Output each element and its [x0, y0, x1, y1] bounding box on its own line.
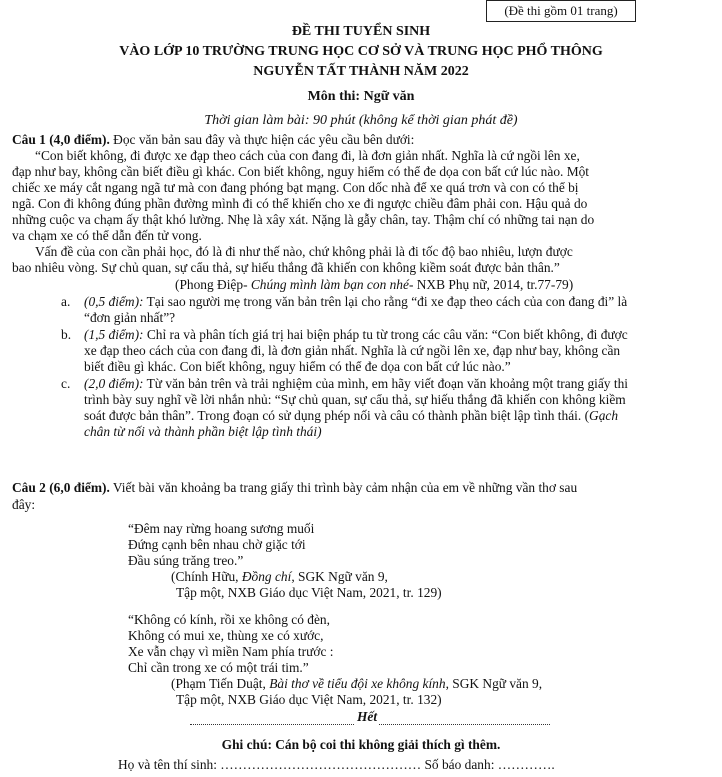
- candidate-number-label: Số báo danh:: [421, 757, 498, 772]
- poem-1-title: Đồng chí: [241, 569, 292, 584]
- footer-note: [0, 737, 722, 753]
- part-c-line-3: [84, 408, 618, 424]
- poem-1-book: , SGK Ngữ văn 9,: [291, 569, 388, 584]
- exam-subject: Môn thi: Ngữ văn: [307, 89, 415, 104]
- poem-2-line: Xe vẫn chạy vì miền Nam phía trước :: [128, 644, 334, 659]
- part-c-instruction: Gạch: [589, 408, 619, 423]
- passage-line: ngã. Con đi không đúng phần đường mình đi có thể khiến cho xe đi ngược chiều đâm phải con. Hậu quả do: [12, 196, 588, 211]
- source-prefix: (Phong Điệp-: [175, 277, 251, 292]
- poem-2-source: [171, 676, 542, 692]
- exam-time: Thời gian làm bài: 90 phút (không kể thời gian phát đề): [204, 113, 518, 128]
- candidate-info: [118, 757, 555, 773]
- candidate-name-label: Họ và tên thí sinh:: [118, 757, 221, 772]
- passage-line: Vấn đề của con cần phải học, đó là đi như thế nào, chứ không phải là đi tốc độ bao nhiêu, lượn được: [35, 244, 573, 259]
- part-b-line-3: biết điều gì khác. Con biết không, nguy hiểm có thể đe dọa con bất cứ lúc nào.”: [84, 359, 511, 374]
- poem-1-source-2: Tập một, NXB Giáo dục Việt Nam, 2021, tr. 129): [176, 585, 442, 600]
- poem-2-line: Chỉ cần trong xe có một trái tim.”: [128, 660, 309, 675]
- part-c-line: [84, 376, 628, 392]
- poem-1-source: [171, 569, 388, 585]
- part-b-score: (1,5 điểm):: [84, 327, 144, 342]
- passage-source: [175, 277, 573, 293]
- poem-2-title: Bài thơ về tiểu đội xe không kính: [269, 676, 446, 691]
- part-b-marker: b.: [61, 327, 72, 342]
- exam-title-line-2: VÀO LỚP 10 TRƯỜNG TRUNG HỌC CƠ SỞ VÀ TRUNG HỌC PHỔ THÔNG: [119, 44, 603, 59]
- part-b-line: [84, 327, 628, 343]
- poem-2-source-2: Tập một, NXB Giáo dục Việt Nam, 2021, tr. 132): [176, 692, 442, 707]
- part-c-text: Từ văn bản trên và trải nghiệm của mình, em hãy viết đoạn văn khoảng một trang giấy thi: [143, 376, 628, 391]
- candidate-number-field: ………….: [497, 757, 555, 772]
- question-2-label: Câu 2 (6,0 điểm).: [12, 480, 110, 495]
- poem-2-line: Không có mui xe, thùng xe có xước,: [128, 628, 324, 643]
- question-2-heading: [12, 480, 577, 496]
- part-c-score: (2,0 điểm):: [84, 376, 144, 391]
- question-1-intro: Đọc văn bản sau đây và thực hiện các yêu cầu bên dưới:: [109, 132, 415, 147]
- question-2-intro: Viết bài văn khoảng ba trang giấy thi trình bày cảm nhận của em về những vần thơ sau: [109, 480, 578, 495]
- passage-line: “Con biết không, đi được xe đạp theo cách của con đang đi, là đơn giản nhất. Nghĩa là cứ ngồi lên xe,: [35, 148, 580, 163]
- question-1-label: Câu 1 (4,0 điểm).: [12, 132, 110, 147]
- part-c-line-2: trình bày suy nghĩ về lời nhắn nhủ: “Sự chủ quan, sự cẩu thả, sự hiếu thắng đã khiến con không kiềm: [84, 392, 626, 407]
- end-mark: Hết: [357, 709, 378, 724]
- poem-2-book: , SGK Ngữ văn 9,: [445, 676, 543, 691]
- part-a-line-2: “đơn giản nhất”?: [84, 310, 176, 325]
- part-b-line-2: xe đạp theo cách của con đang đi, là đơn giản nhất. Nghĩa là cứ ngồi lên xe, đạp như bay, không cần: [84, 343, 621, 358]
- part-a-line: [84, 294, 627, 310]
- part-a-marker: a.: [61, 294, 71, 309]
- exam-title-line-3: NGUYỄN TẤT THÀNH NĂM 2022: [253, 64, 469, 79]
- passage-line: những cuộc va chạm ấy thật khó lường. Nhẹ là xây xát. Nặng là gẫy chân, tay. Thậm chí có những tai nạn do: [12, 212, 595, 227]
- part-a-score: (0,5 điểm):: [84, 294, 144, 309]
- poem-2-line: “Không có kính, rồi xe không có đèn,: [128, 612, 330, 627]
- candidate-name-field: ………………………………………: [220, 757, 422, 772]
- source-title: Chúng mình làm bạn con nhé: [250, 277, 409, 292]
- passage-line: va chạm xe có thể dẫn đến tử vong.: [12, 228, 202, 243]
- footer-note-text: Ghi chú: Cán bộ coi thi không giải thích gì thêm.: [221, 737, 501, 752]
- passage-line: đạp như bay, không cần biết điều gì khác. Con biết không, nguy hiểm có thể đe dọa con bất cứ lúc nào. Một: [12, 164, 590, 179]
- poem-1-author: (Chính Hữu,: [171, 569, 242, 584]
- question-2-intro-2: đây:: [12, 497, 36, 512]
- question-1-heading: [12, 132, 414, 148]
- part-c-marker: c.: [61, 376, 71, 391]
- part-c-line-4: chân từ nối và thành phần biệt lập tình thái): [84, 424, 322, 439]
- part-a-text: Tại sao người mẹ trong văn bản trên lại cho rằng “đi xe đạp theo cách của con đang đi” là: [143, 294, 628, 309]
- passage-line: bao nhiêu vòng. Sự chủ quan, sự cẩu thả, sự hiếu thắng đã khiến con không kiềm soát được bản thân.”: [12, 260, 560, 275]
- poem-1-line: Đầu súng trăng treo.”: [128, 553, 244, 568]
- source-suffix: - NXB Phụ nữ, 2014, tr.77-79): [408, 277, 574, 292]
- page-count-note: (Đề thi gồm 01 trang): [486, 0, 636, 22]
- exam-title: ĐỀ THI TUYỂN SINH: [291, 24, 431, 39]
- poem-2-author: (Phạm Tiến Duật,: [171, 676, 270, 691]
- poem-1-line: Đứng cạnh bên nhau chờ giặc tới: [128, 537, 306, 552]
- poem-1-line: “Đêm nay rừng hoang sương muối: [128, 521, 315, 536]
- part-b-text: Chỉ ra và phân tích giá trị hai biện pháp tu từ trong các câu văn: “Con biết không, đi được: [143, 327, 628, 342]
- passage-line: chiếc xe máy cắt ngang ngã tư mà con đang phóng bạt mạng. Con dốc nhà để xe quá trơn và con có thể bị: [12, 180, 579, 195]
- part-c-text-3: soát được bản thân”. Trong đoạn có sử dụng phép nối và câu có thành phần biệt lập tình thái. (: [84, 408, 590, 423]
